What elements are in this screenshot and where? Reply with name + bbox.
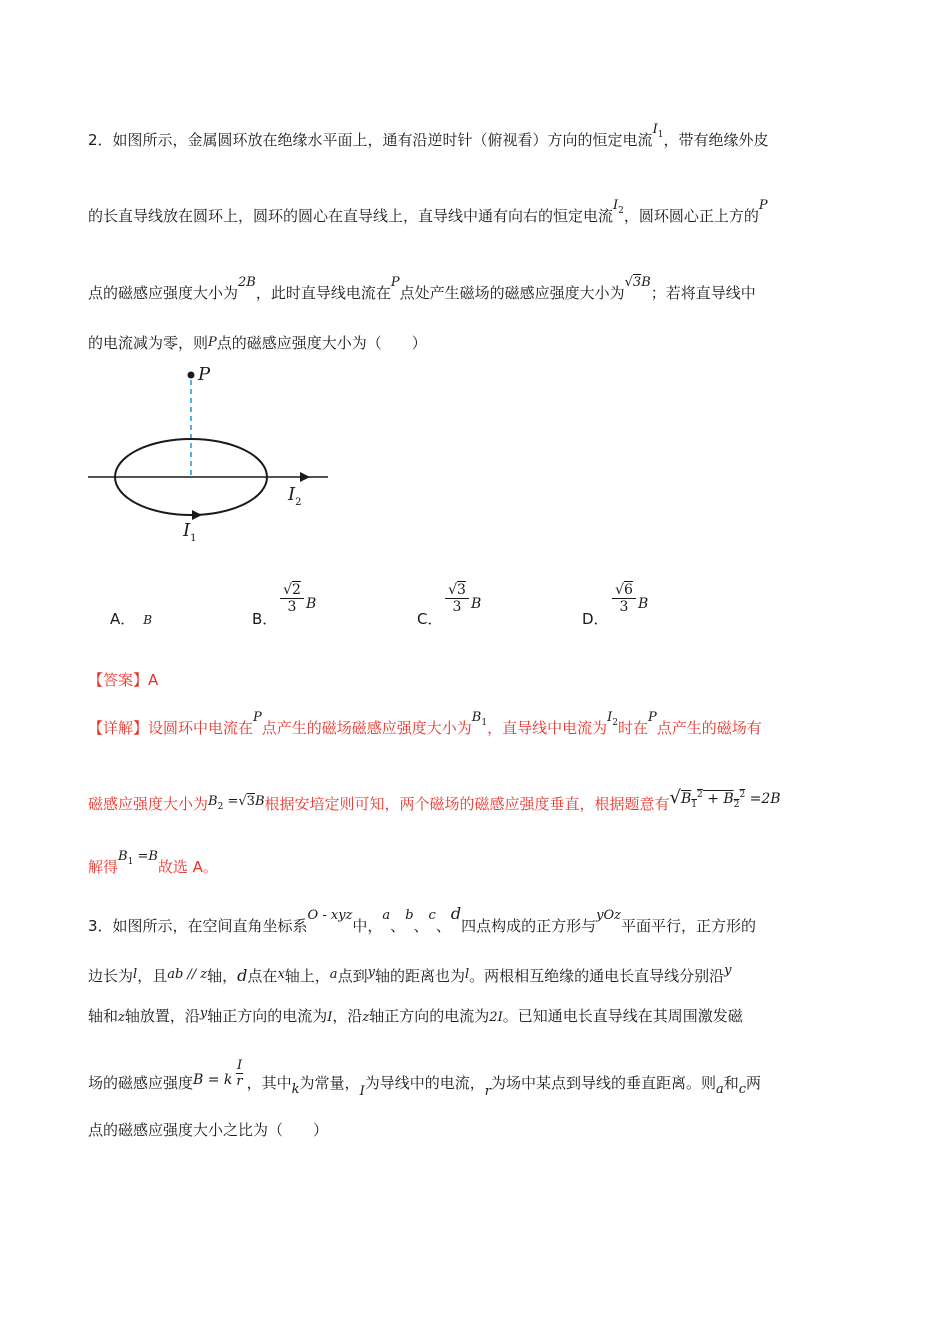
math-l: l — [464, 967, 470, 982]
math-ab-parallel-z: ab // z — [167, 967, 208, 982]
math-formula: $√B_1^2 + B_2^2 =2B$ — [669, 787, 781, 810]
option-D-value: B — [638, 596, 649, 612]
math-P: P — [758, 198, 768, 213]
q2-line-1 — [88, 122, 769, 153]
detail-line-3 — [88, 849, 218, 880]
math-2I: 2I — [489, 1010, 503, 1025]
detail-text: 点产生的磁场有 — [656, 719, 762, 737]
q2-text: ；若将直导线中 — [650, 284, 756, 302]
q2-text: 的电流减为零，则 — [88, 334, 209, 352]
q2-text: 的长直导线放在圆环上，圆环的圆心在直导线上，直导线中通有向右的恒定电流 — [88, 207, 614, 225]
label-P: P — [198, 364, 211, 385]
q2-text: ，此时直导线电流在 — [255, 284, 391, 302]
q3-text: 点的磁感应强度大小之比为（ ） — [88, 1121, 329, 1139]
q2-text: 点处产生磁场的磁感应强度大小为 — [399, 284, 625, 302]
math-x: x — [277, 967, 285, 982]
q2-line-2 — [88, 198, 768, 229]
label-I1: $I_1$ — [183, 520, 197, 544]
math-c: c — [738, 1082, 747, 1097]
math-yOz: yOz — [596, 908, 621, 923]
label-I2: $I_2$ — [288, 484, 302, 508]
detail-text: 磁感应强度大小为 — [88, 795, 209, 813]
math-d: d — [450, 904, 462, 923]
math-z: z — [362, 1010, 370, 1025]
detail-text: ，直导线中电流为 — [487, 719, 608, 737]
option-B-value: B — [306, 596, 317, 612]
q2-text: 点的磁感应强度大小为 — [88, 284, 239, 302]
math-c: c — [428, 908, 436, 923]
math-y: y — [199, 1006, 208, 1021]
q3-line-3: 轴和z轴放置，沿y轴正方向的电流为I，沿z轴正方向的电流为2I。已知通电长直导线在其周围激发磁 — [88, 1006, 743, 1025]
option-D — [582, 609, 609, 629]
math-I-over-r: $\frac{I}{r}$ — [236, 1058, 243, 1089]
math-B1: $B_1$ — [471, 710, 488, 728]
q2-figure — [80, 360, 350, 560]
math-y: y — [724, 963, 732, 978]
math-z: z — [118, 1010, 125, 1025]
option-B-fraction: $\frac{√2}{3}$ — [280, 582, 304, 615]
option-A — [110, 609, 152, 630]
detail-text: 解得 — [88, 858, 119, 876]
option-label: C． — [417, 610, 443, 628]
math-P: P — [208, 335, 217, 350]
q2-text: ，圆环圆心正上方的 — [623, 207, 759, 225]
option-label: A． — [110, 610, 136, 628]
q3-line-2: 边长为l，且ab // z轴，d点在x轴上，a点到y轴的距离也为l。两根相互绝缘的通电长直导线分别沿y — [88, 963, 732, 985]
option-C — [417, 609, 442, 629]
math-2B: 2B — [238, 275, 256, 290]
math-B2-eq: $B_2 =√3B$ — [208, 794, 265, 812]
option-D-fraction: $\frac{√6}{3}$ — [612, 582, 636, 615]
q2-line-4 — [88, 333, 427, 355]
option-C-value: B — [471, 596, 482, 612]
q3-text: 平面平行，正方形的 — [620, 917, 756, 935]
answer-label: 【答案】A — [88, 671, 159, 689]
detail-line-1 — [88, 710, 762, 741]
q2-text: ，带有绝缘外皮 — [663, 131, 769, 149]
math-b: b — [405, 908, 414, 923]
q3-line-5 — [88, 1120, 328, 1140]
math-r: r — [484, 1084, 491, 1099]
math-I: I — [327, 1010, 333, 1025]
option-value: B — [143, 613, 153, 627]
math-a: a — [329, 967, 338, 982]
q3-text: 中， — [352, 917, 383, 935]
math-l: l — [133, 967, 138, 982]
option-B — [252, 609, 277, 629]
answer-line — [88, 670, 158, 690]
math-I2: $I_2$ — [613, 198, 624, 216]
math-y: y — [367, 965, 375, 980]
arrow-I2-icon — [300, 472, 310, 482]
detail-text: 故选 A。 — [157, 858, 218, 876]
detail-line-2 — [88, 787, 781, 817]
math-k: k — [291, 1082, 300, 1097]
q2-text: 点的磁感应强度大小为（ ） — [216, 334, 427, 352]
math-B-formula: B = k — [193, 1072, 233, 1088]
math-d: d — [237, 966, 248, 985]
math-I: I — [359, 1084, 365, 1099]
detail-text: 【详解】设圆环中电流在 — [88, 719, 254, 737]
option-label: B． — [252, 610, 278, 628]
math-P: P — [253, 710, 262, 725]
point-P — [188, 372, 195, 379]
math-Oxyz: O - xyz — [307, 908, 353, 923]
q2-text: 2．如图所示，金属圆环放在绝缘水平面上，通有沿逆时针（俯视看）方向的恒定电流 — [88, 131, 653, 149]
option-C-fraction: $\frac{√3}{3}$ — [445, 582, 469, 615]
arrow-I1-icon — [192, 510, 202, 520]
math-I1: $I_1$ — [652, 122, 664, 140]
math-a: a — [715, 1082, 724, 1097]
math-P: P — [390, 275, 400, 290]
detail-text: 时在 — [617, 719, 648, 737]
detail-text: 点产生的磁场磁感应强度大小为 — [261, 719, 472, 737]
math-I2: $I_2$ — [607, 710, 618, 728]
q2-line-3 — [88, 275, 756, 305]
option-label: D． — [582, 610, 609, 628]
q3-text: 3．如图所示，在空间直角坐标系 — [88, 917, 308, 935]
detail-text: 根据安培定则可知，两个磁场的磁感应强度垂直，根据题意有 — [264, 795, 670, 813]
math-a: a — [382, 908, 391, 923]
q3-line-4: 场的磁感应强度B = k $\frac{I}{r}$ ，其中k为常量，I为导线中的电流，r为场中某点到导线的垂直距离。则a和c两 — [88, 1058, 762, 1099]
math-sqrt3B: √3B — [624, 275, 651, 290]
q3-line-1: 3．如图所示，在空间直角坐标系O - xyz中，a、b、c、d四点构成的正方形与yOz平面平行，正方形的 — [88, 904, 756, 935]
q3-text: 四点构成的正方形与 — [461, 917, 597, 935]
math-B1-eq: $B_1 =B$ — [118, 849, 158, 867]
math-P: P — [647, 710, 657, 725]
